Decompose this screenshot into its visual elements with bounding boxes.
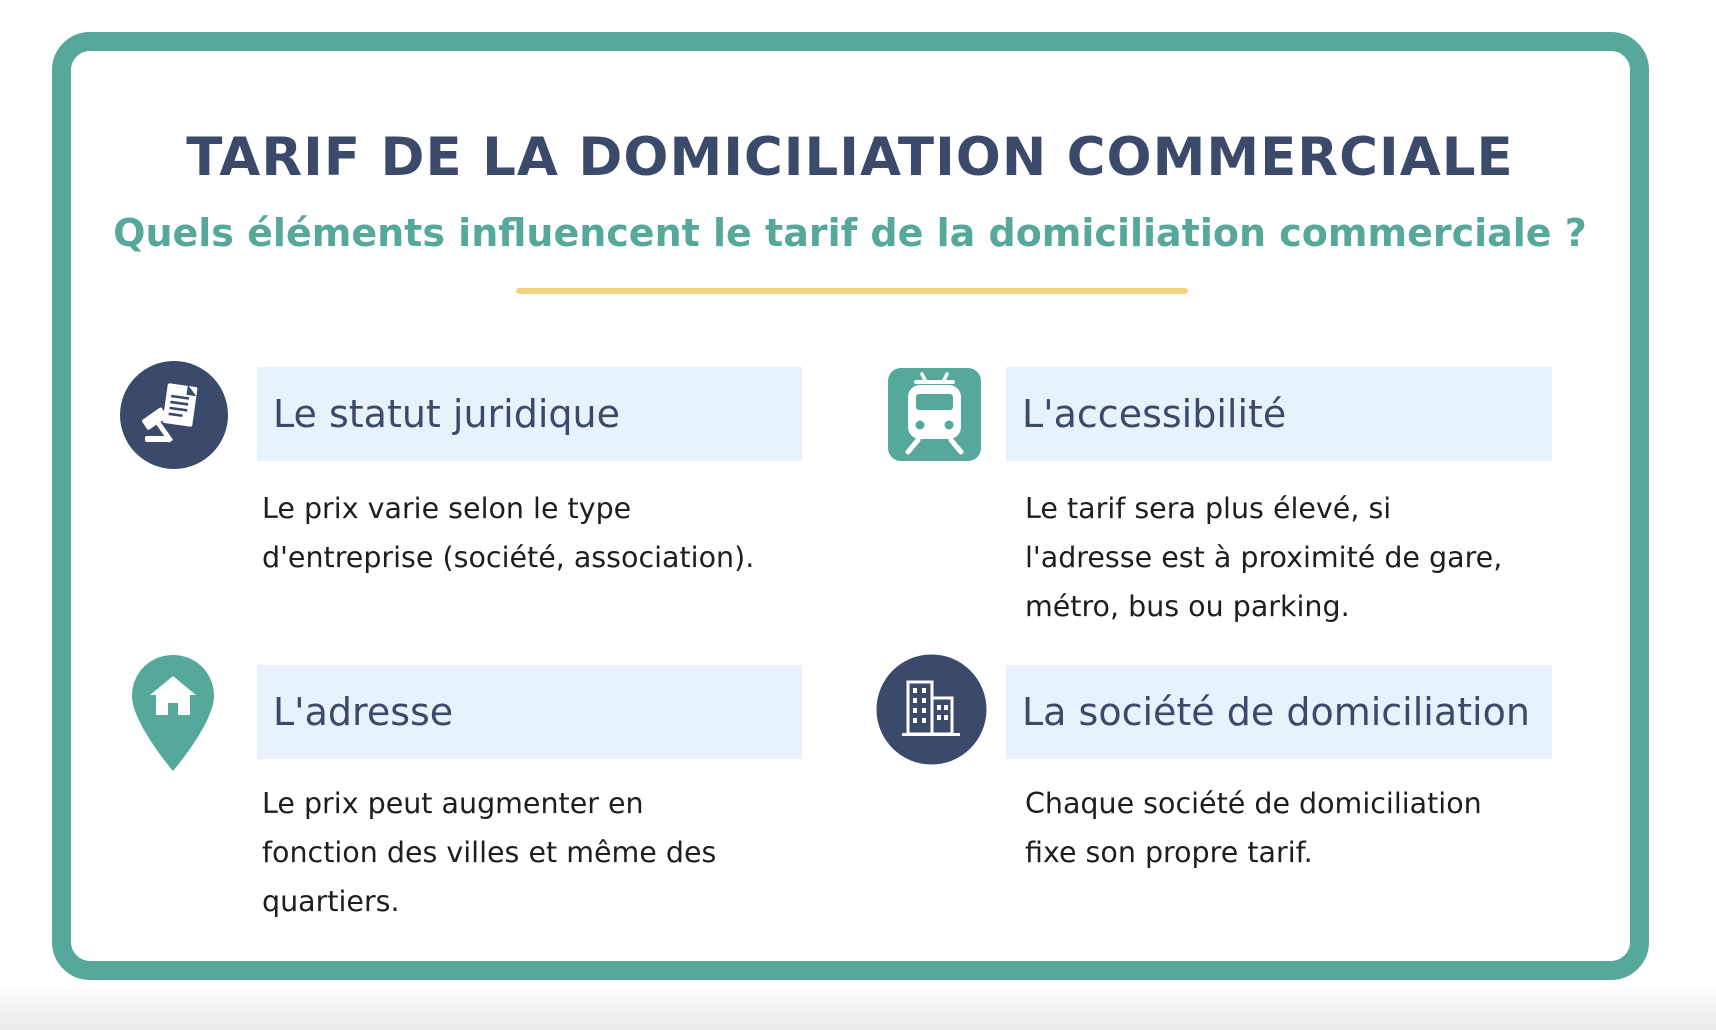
item-title-accessibilite: L'accessibilité <box>1006 367 1552 461</box>
title-divider <box>516 288 1188 294</box>
train-icon <box>888 368 981 461</box>
desc-line: Le tarif sera plus élevé, si <box>1025 492 1392 525</box>
item-title-statut-juridique: Le statut juridique <box>257 367 802 461</box>
desc-line: l'adresse est à proximité de gare, <box>1025 541 1503 574</box>
item-desc-accessibilite <box>1025 484 1585 631</box>
page-title: TARIF DE LA DOMICILIATION COMMERCIALE <box>186 127 1514 188</box>
item-title-adresse: L'adresse <box>257 665 802 759</box>
desc-line: Le prix varie selon le type <box>262 492 632 525</box>
item-desc-statut-juridique <box>262 484 802 582</box>
page-bottom-shade <box>0 985 1716 1030</box>
desc-line: Chaque société de domiciliation <box>1025 787 1482 820</box>
item-desc-adresse <box>262 779 802 926</box>
desc-line: fixe son propre tarif. <box>1025 836 1313 869</box>
item-desc-societe-domiciliation <box>1025 779 1585 877</box>
legal-document-gavel-icon <box>119 360 229 470</box>
desc-line: fonction des villes et même des <box>262 836 717 869</box>
desc-line: d'entreprise (société, association). <box>262 541 755 574</box>
item-title-societe-domiciliation: La société de domiciliation <box>1006 665 1552 759</box>
location-home-pin-icon <box>130 653 216 773</box>
office-building-icon <box>876 654 987 765</box>
page-subtitle: Quels éléments influencent le tarif de la domiciliation commerciale ? <box>113 211 1587 255</box>
desc-line: quartiers. <box>262 885 400 918</box>
desc-line: métro, bus ou parking. <box>1025 590 1350 623</box>
desc-line: Le prix peut augmenter en <box>262 787 644 820</box>
